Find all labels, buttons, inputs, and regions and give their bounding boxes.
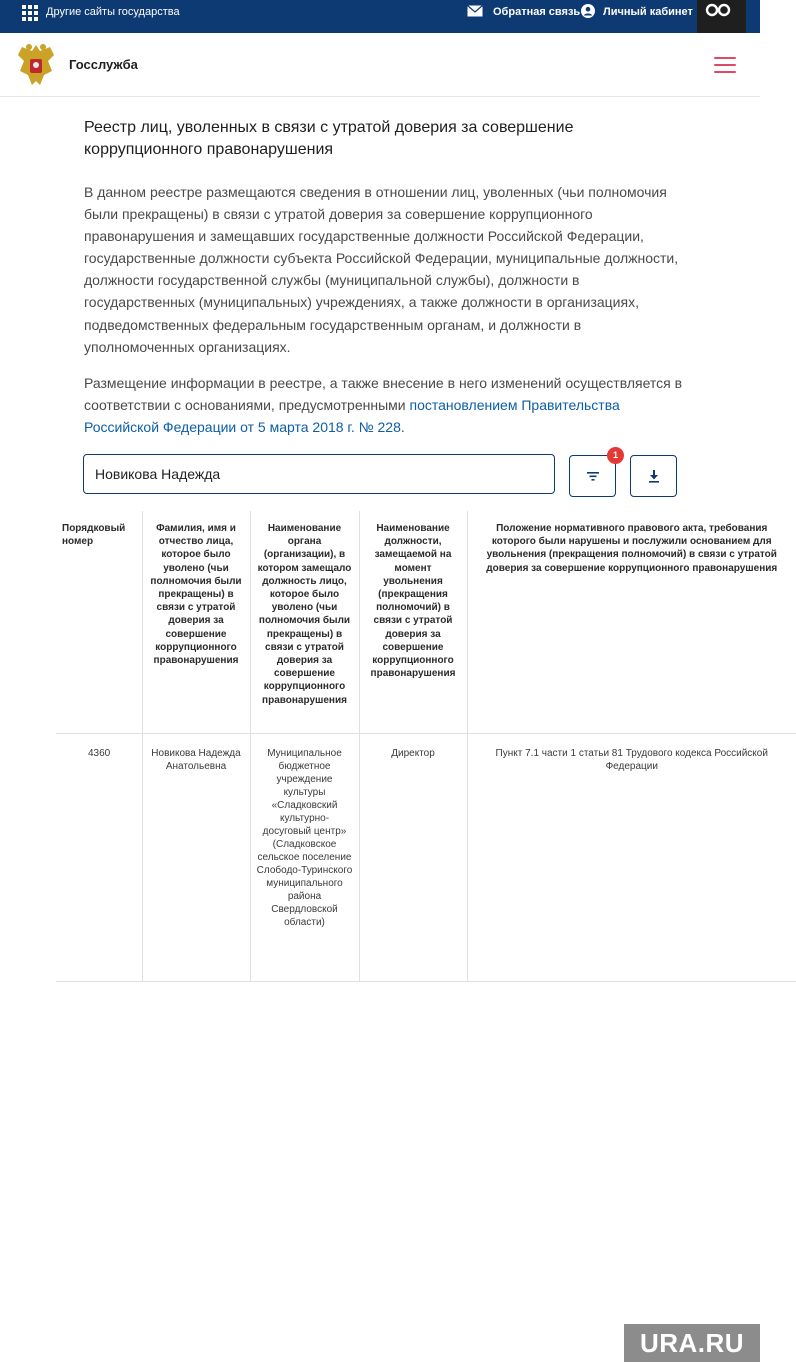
- legal-text: Размещение информации в реестре, а также внесение в него изменений осуществляется в соответствии с основаниями, предусмотренными: [84, 375, 683, 414]
- accessibility-button[interactable]: [697, 0, 746, 33]
- cell-number: 4360: [56, 733, 142, 981]
- cell-legal-provision: Пункт 7.1 части 1 статьи 81 Трудового кодекса Российской Федерации: [467, 733, 796, 981]
- coat-of-arms-icon[interactable]: [14, 41, 58, 89]
- resolution-link[interactable]: постановлением Правительства Российской Федерации от 5 марта 2018 г. № 228: [84, 397, 620, 436]
- table-header-row: [56, 511, 796, 733]
- menu-icon[interactable]: [714, 57, 736, 73]
- brand-title[interactable]: Госслужба: [69, 57, 138, 72]
- filter-count-badge: 1: [607, 447, 624, 464]
- filter-icon: [586, 469, 600, 483]
- header-number: Порядковый номер: [56, 511, 142, 733]
- apps-grid-icon[interactable]: [22, 5, 38, 21]
- header-organization: Наименование органа (организации), в котором замещало должность лицо, которое было уволено (чьи полномочия были прекращены) в связи с утратой доверия за совершение коррупционного правонарушения: [250, 511, 359, 733]
- cell-full-name: Новикова Надежда Анатольевна: [142, 733, 250, 981]
- legal-basis-text: [84, 372, 684, 438]
- page-description: В данном реестре размещаются сведения в отношении лиц, уволенных (чьи полномочия были прекращены) в связи с утратой доверия за совершение коррупционного правонарушения и замещавших государственные должности Российской Федерации, государственные должности субъекта Российской Федерации, муниципальные должности, должности государственной службы (муниципальной службы), должности в государственных (муниципальных) учреждениях, а также должности в организациях, подведомственных федеральным государственным органам, и должности в уполномоченных организациях.: [84, 184, 679, 355]
- cell-position: Директор: [359, 733, 467, 981]
- other-sites-link[interactable]: Другие сайты государства: [46, 6, 180, 18]
- site-header: [0, 33, 760, 97]
- header-legal-provision: Положение нормативного правового акта, требования которого были нарушены и послужили основанием для увольнения (прекращения полномочий) в связи с утратой доверия за совершение коррупционного правонарушения: [467, 511, 796, 733]
- header-position: Наименование должности, замещаемой на момент увольнения (прекращения полномочий) в связи с утратой доверия за совершение коррупционного правонарушения: [359, 511, 467, 733]
- header-full-name: Фамилия, имя и отчество лица, которое было уволено (чьи полномочия были прекращены) в связи с утратой доверия за совершение коррупционного правонарушения: [142, 511, 250, 733]
- search-input[interactable]: [83, 454, 555, 494]
- top-bar: [0, 0, 760, 33]
- cell-organization: Муниципальное бюджетное учреждение культуры «Сладковский культурно-досуговый центр» (Сладковское сельское поселение Слободо-Туринского муниципального района Свердловской области): [250, 733, 359, 981]
- watermark: URA.RU: [624, 1324, 760, 1362]
- download-icon: [647, 469, 661, 483]
- mail-icon: [467, 5, 483, 17]
- page-title: Реестр лиц, уволенных в связи с утратой доверия за совершение коррупционного правонарушения: [84, 119, 574, 158]
- feedback-link[interactable]: Обратная связь: [493, 6, 581, 18]
- glasses-icon: [705, 3, 731, 19]
- personal-cabinet-link[interactable]: Личный кабинет: [603, 6, 693, 18]
- download-button[interactable]: [630, 455, 677, 497]
- legal-end: .: [400, 419, 405, 436]
- user-icon: [581, 4, 595, 18]
- table-row[interactable]: [56, 733, 796, 981]
- registry-table[interactable]: [62, 511, 778, 993]
